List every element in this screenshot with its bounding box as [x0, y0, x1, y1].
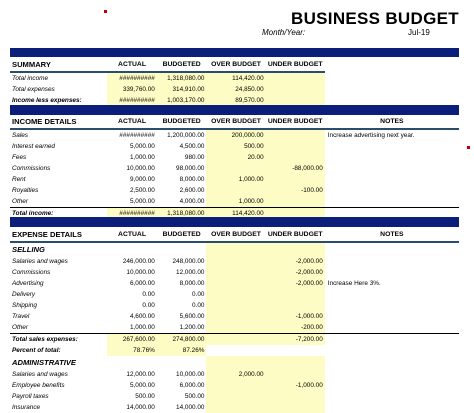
table-row [10, 84, 459, 95]
under-budget-cell[interactable] [266, 141, 325, 152]
row-label: Salaries and wages [12, 258, 68, 265]
over-budget-cell[interactable]: 114,420.00 [206, 72, 265, 84]
budgeted-cell[interactable]: 2,600.00 [179, 187, 205, 194]
row-label: Royalties [12, 187, 39, 194]
actual-cell[interactable]: 267,600.00 [107, 334, 157, 346]
row-label: Commissions [12, 165, 51, 172]
note-cell[interactable] [325, 152, 459, 163]
budgeted-cell[interactable]: 8,000.00 [179, 176, 205, 183]
row-label: Total sales expenses: [10, 334, 107, 346]
budgeted-cell[interactable]: 10,000.00 [176, 371, 205, 378]
actual-cell[interactable]: 0.00 [142, 291, 155, 298]
over-budget-cell[interactable]: 500.00 [206, 141, 265, 152]
col-under-budget: UNDER BUDGET [266, 59, 325, 72]
row-label: Total income [12, 75, 48, 82]
under-budget-cell[interactable]: -7,200.00 [266, 334, 325, 346]
col-notes: NOTES [325, 116, 459, 129]
page-title: BUSINESS BUDGET [291, 9, 459, 28]
col-under-budget: UNDER BUDGET [266, 116, 325, 129]
percent-row [10, 345, 459, 356]
subsection-title: ADMINISTRATIVE [12, 358, 76, 367]
col-budgeted: BUDGETED [157, 59, 207, 72]
under-budget-cell[interactable] [266, 402, 325, 413]
table-row [10, 278, 459, 289]
col-over-budget: OVER BUDGET [206, 116, 265, 129]
income-header-row [10, 116, 459, 129]
table-row [10, 322, 459, 334]
row-label: Fees [12, 154, 27, 161]
row-label: Total expenses [12, 86, 55, 93]
over-budget-cell[interactable] [206, 278, 265, 289]
over-budget-cell[interactable]: 2,000.00 [206, 369, 265, 380]
row-label: Other [12, 324, 28, 331]
note-cell[interactable] [325, 369, 459, 380]
expense-header-row [10, 229, 459, 242]
over-budget-cell[interactable] [206, 334, 265, 346]
actual-cell[interactable]: 339,760.00 [107, 84, 157, 95]
under-budget-cell[interactable] [266, 84, 325, 95]
cell-comment-marker [104, 10, 107, 13]
budgeted-cell[interactable]: 1,318,080.00 [157, 208, 207, 220]
over-budget-cell[interactable]: 114,420.00 [206, 208, 265, 220]
over-budget-cell[interactable] [206, 289, 265, 300]
actual-cell[interactable]: ########## [119, 132, 155, 139]
actual-cell[interactable]: 6,000.00 [129, 280, 155, 287]
actual-cell[interactable]: 9,000.00 [129, 176, 155, 183]
under-budget-cell[interactable] [266, 369, 325, 380]
subsection-title: SELLING [12, 245, 45, 254]
actual-cell[interactable]: 5,000.00 [129, 382, 155, 389]
note-cell[interactable] [325, 256, 459, 267]
actual-cell[interactable]: 1,000.00 [129, 324, 155, 331]
budgeted-cell[interactable]: 5,600.00 [179, 313, 205, 320]
row-label: Salaries and wages [12, 371, 68, 378]
budgeted-cell[interactable]: 274,800.00 [157, 334, 207, 346]
budgeted-cell[interactable]: 8,000.00 [179, 280, 205, 287]
col-actual: ACTUAL [107, 116, 157, 129]
over-budget-cell[interactable] [206, 380, 265, 391]
row-label: Sales [12, 132, 28, 139]
table-row [10, 267, 459, 278]
under-budget-cell[interactable] [266, 152, 325, 163]
under-budget-cell[interactable] [266, 391, 325, 402]
budgeted-cell[interactable]: 4,000.00 [179, 198, 205, 205]
under-budget-cell[interactable] [266, 174, 325, 185]
table-row [10, 311, 459, 322]
budgeted-cell[interactable]: 6,000.00 [179, 382, 205, 389]
income-table [10, 116, 459, 219]
actual-cell[interactable]: 2,500.00 [129, 187, 155, 194]
under-budget-cell[interactable]: -2,000.00 [266, 256, 325, 267]
budgeted-cell[interactable]: 1,003,170.00 [157, 95, 207, 106]
cell-comment-marker [467, 146, 470, 149]
actual-cell[interactable]: 14,000.00 [126, 404, 155, 411]
over-budget-cell[interactable] [206, 256, 265, 267]
over-budget-cell[interactable] [206, 300, 265, 311]
col-actual: ACTUAL [107, 59, 157, 72]
note-cell[interactable]: Increase advertising next year. [327, 132, 415, 139]
expense-table [10, 229, 459, 413]
over-budget-cell[interactable]: 1,000.00 [206, 196, 265, 208]
row-label: Delivery [12, 291, 36, 298]
budgeted-cell[interactable]: 1,318,080.00 [157, 72, 207, 84]
section-divider-bar [10, 48, 459, 57]
row-label: Travel [12, 313, 30, 320]
actual-cell[interactable]: 1,000.00 [129, 154, 155, 161]
over-budget-cell[interactable] [206, 267, 265, 278]
note-cell[interactable] [325, 391, 459, 402]
under-budget-cell[interactable]: -1,000.00 [266, 380, 325, 391]
table-row [10, 300, 459, 311]
summary-table [10, 59, 459, 106]
note-cell[interactable] [325, 196, 459, 208]
budgeted-cell[interactable]: 980.00 [184, 154, 205, 161]
note-cell[interactable] [325, 163, 459, 174]
budgeted-cell[interactable]: 0.00 [192, 291, 205, 298]
budgeted-cell[interactable]: 1,200,000.00 [167, 132, 205, 139]
budgeted-cell[interactable]: 1,200.00 [179, 324, 205, 331]
month-year-label: Month/Year: [262, 28, 306, 37]
actual-cell[interactable]: 5,000.00 [129, 143, 155, 150]
note-cell[interactable] [325, 267, 459, 278]
row-label: Insurance [12, 404, 41, 411]
under-budget-cell[interactable] [266, 196, 325, 208]
note-cell[interactable]: Increase Here 3%. [327, 280, 381, 287]
row-label: Rent [12, 176, 26, 183]
subsection-row [10, 242, 459, 256]
note-cell[interactable] [325, 300, 459, 311]
budgeted-cell[interactable]: 98,000.00 [176, 165, 205, 172]
table-row [10, 141, 459, 152]
budgeted-cell[interactable]: 500.00 [184, 393, 205, 400]
budgeted-cell[interactable]: 14,000.00 [176, 404, 205, 411]
row-label: Other [12, 198, 28, 205]
table-row [10, 369, 459, 380]
over-budget-cell[interactable] [206, 391, 265, 402]
table-row [10, 174, 459, 185]
table-row [10, 380, 459, 391]
over-budget-cell[interactable] [206, 322, 265, 334]
row-label: Total income: [10, 208, 107, 220]
under-budget-cell[interactable] [266, 129, 325, 141]
row-label: Employee benefits [12, 382, 65, 389]
table-row [10, 256, 459, 267]
note-cell[interactable] [325, 380, 459, 391]
note-cell[interactable] [325, 141, 459, 152]
actual-cell[interactable]: 4,600.00 [129, 313, 155, 320]
col-notes: NOTES [325, 229, 459, 242]
actual-cell[interactable]: 78.76% [107, 345, 157, 356]
table-row [10, 185, 459, 196]
table-row [10, 129, 459, 141]
col-over-budget: OVER BUDGET [206, 59, 265, 72]
under-budget-cell[interactable]: -2,000.00 [266, 278, 325, 289]
over-budget-cell[interactable]: 20.00 [206, 152, 265, 163]
actual-cell[interactable]: 0.00 [142, 302, 155, 309]
row-label: Commissions [12, 269, 51, 276]
actual-cell[interactable]: 246,000.00 [122, 258, 155, 265]
over-budget-cell[interactable]: 200,000.00 [206, 129, 265, 141]
under-budget-cell[interactable]: -200.00 [266, 322, 325, 334]
col-budgeted: BUDGETED [157, 229, 207, 242]
over-budget-cell[interactable] [206, 402, 265, 413]
under-budget-cell[interactable]: -88,000.00 [266, 163, 325, 174]
over-budget-cell[interactable]: 24,850.00 [206, 84, 265, 95]
under-budget-cell[interactable] [266, 72, 325, 84]
total-row [10, 334, 459, 346]
under-budget-cell[interactable]: -2,000.00 [266, 267, 325, 278]
summary-header-row [10, 59, 459, 72]
col-actual: ACTUAL [107, 229, 157, 242]
note-cell[interactable] [325, 174, 459, 185]
subsection-row [10, 356, 459, 369]
actual-cell[interactable]: 10,000.00 [126, 165, 155, 172]
actual-cell[interactable]: 500.00 [135, 393, 155, 400]
table-row [10, 196, 459, 208]
row-label: Advertising [12, 280, 44, 287]
note-cell[interactable] [325, 311, 459, 322]
budgeted-cell[interactable]: 314,910.00 [157, 84, 207, 95]
budgeted-cell[interactable]: 0.00 [192, 302, 205, 309]
over-budget-cell[interactable]: 1,000.00 [206, 174, 265, 185]
note-cell[interactable] [325, 402, 459, 413]
section-title: SUMMARY [10, 59, 107, 72]
section-divider-bar [10, 217, 459, 227]
over-budget-cell[interactable] [206, 311, 265, 322]
col-over-budget: OVER BUDGET [206, 229, 265, 242]
table-row [10, 289, 459, 300]
table-row [10, 72, 459, 84]
actual-cell[interactable]: 10,000.00 [126, 269, 155, 276]
over-budget-cell[interactable] [206, 163, 265, 174]
section-divider-bar [10, 105, 459, 115]
table-row [10, 391, 459, 402]
under-budget-cell[interactable]: -100.00 [266, 185, 325, 196]
note-cell[interactable] [325, 322, 459, 334]
row-label: Percent of total: [12, 347, 61, 354]
budgeted-cell[interactable]: 248,000.00 [172, 258, 205, 265]
note-cell[interactable] [325, 289, 459, 300]
actual-cell[interactable]: 12,000.00 [126, 371, 155, 378]
col-under-budget: UNDER BUDGET [266, 229, 325, 242]
actual-cell[interactable]: ########## [107, 72, 157, 84]
table-row [10, 163, 459, 174]
actual-cell[interactable]: 5,000.00 [129, 198, 155, 205]
table-row [10, 152, 459, 163]
actual-cell[interactable]: ########## [107, 208, 157, 220]
row-label: Shipping [12, 302, 37, 309]
budgeted-cell[interactable]: 87.26% [157, 345, 207, 356]
row-label: Payroll taxes [12, 393, 49, 400]
note-cell[interactable] [325, 185, 459, 196]
col-budgeted: BUDGETED [157, 116, 207, 129]
section-title: INCOME DETAILS [10, 116, 107, 129]
actual-cell[interactable]: ########## [107, 95, 157, 106]
under-budget-cell[interactable]: -1,000.00 [266, 311, 325, 322]
over-budget-cell[interactable]: 89,570.00 [206, 95, 265, 106]
over-budget-cell[interactable] [206, 185, 265, 196]
under-budget-cell[interactable] [266, 289, 325, 300]
row-label: Income less expenses: [12, 97, 82, 104]
budgeted-cell[interactable]: 4,500.00 [179, 143, 205, 150]
under-budget-cell[interactable] [266, 300, 325, 311]
month-year-value[interactable]: Jul-19 [408, 28, 430, 37]
section-title: EXPENSE DETAILS [10, 229, 107, 242]
table-row [10, 402, 459, 413]
budgeted-cell[interactable]: 12,000.00 [176, 269, 205, 276]
row-label: Interest earned [12, 143, 55, 150]
